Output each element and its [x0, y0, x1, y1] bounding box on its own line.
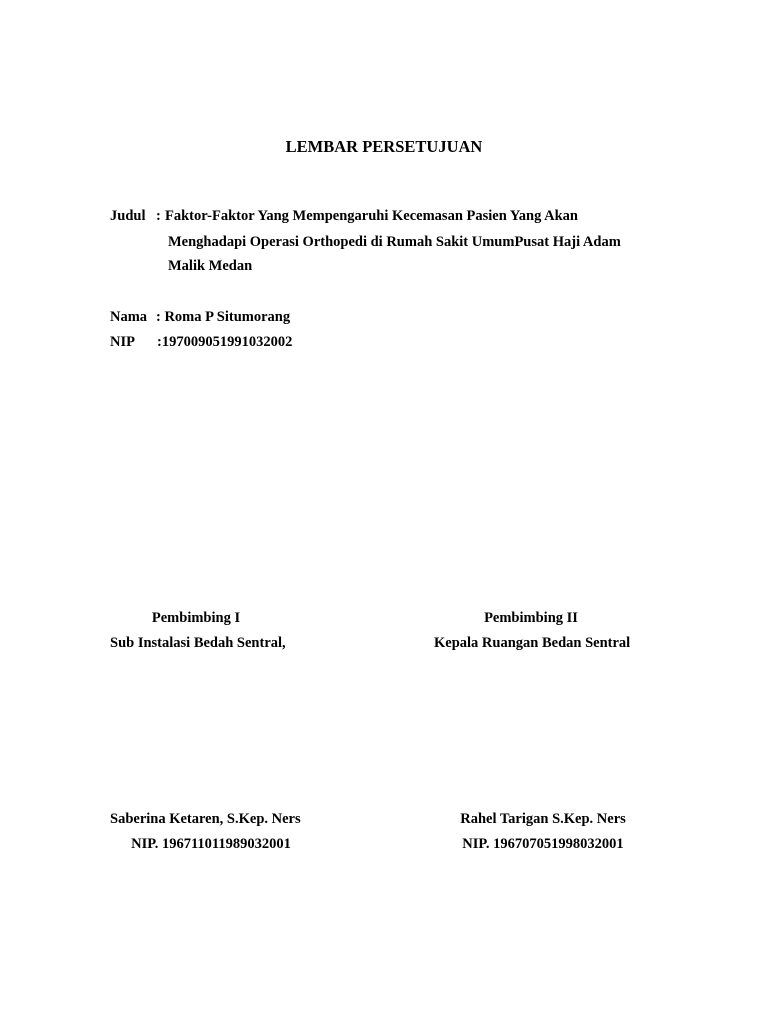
left-nip: NIP. 196711011989032001 [131, 836, 291, 852]
nip-value: :197009051991032002 [157, 334, 293, 350]
page-title: LEMBAR PERSETUJUAN [285, 137, 483, 156]
left-name: Saberina Ketaren, S.Kep. Ners [110, 811, 301, 827]
left-position: Sub Instalasi Bedah Sentral, [110, 635, 286, 651]
left-role: Pembimbing I [151, 610, 241, 626]
nip-label: NIP [110, 334, 135, 350]
right-role: Pembimbing II [484, 610, 578, 626]
right-position: Kepala Ruangan Bedan Sentral [434, 635, 631, 651]
right-name: Rahel Tarigan S.Kep. Ners [460, 811, 626, 827]
judul-separator: : [156, 208, 161, 224]
judul-line-1: Faktor-Faktor Yang Mempengaruhi Kecemasan Pasien Yang Akan [165, 208, 578, 224]
judul-label: Judul [110, 208, 146, 224]
judul-line-3: Malik Medan [168, 258, 253, 274]
right-nip: NIP. 196707051998032001 [462, 836, 624, 852]
nama-value: : Roma P Situmorang [156, 309, 291, 325]
nama-label: Nama [110, 309, 148, 325]
judul-line-2: Menghadapi Operasi Orthopedi di Rumah Sakit UmumPusat Haji Adam [168, 234, 621, 250]
